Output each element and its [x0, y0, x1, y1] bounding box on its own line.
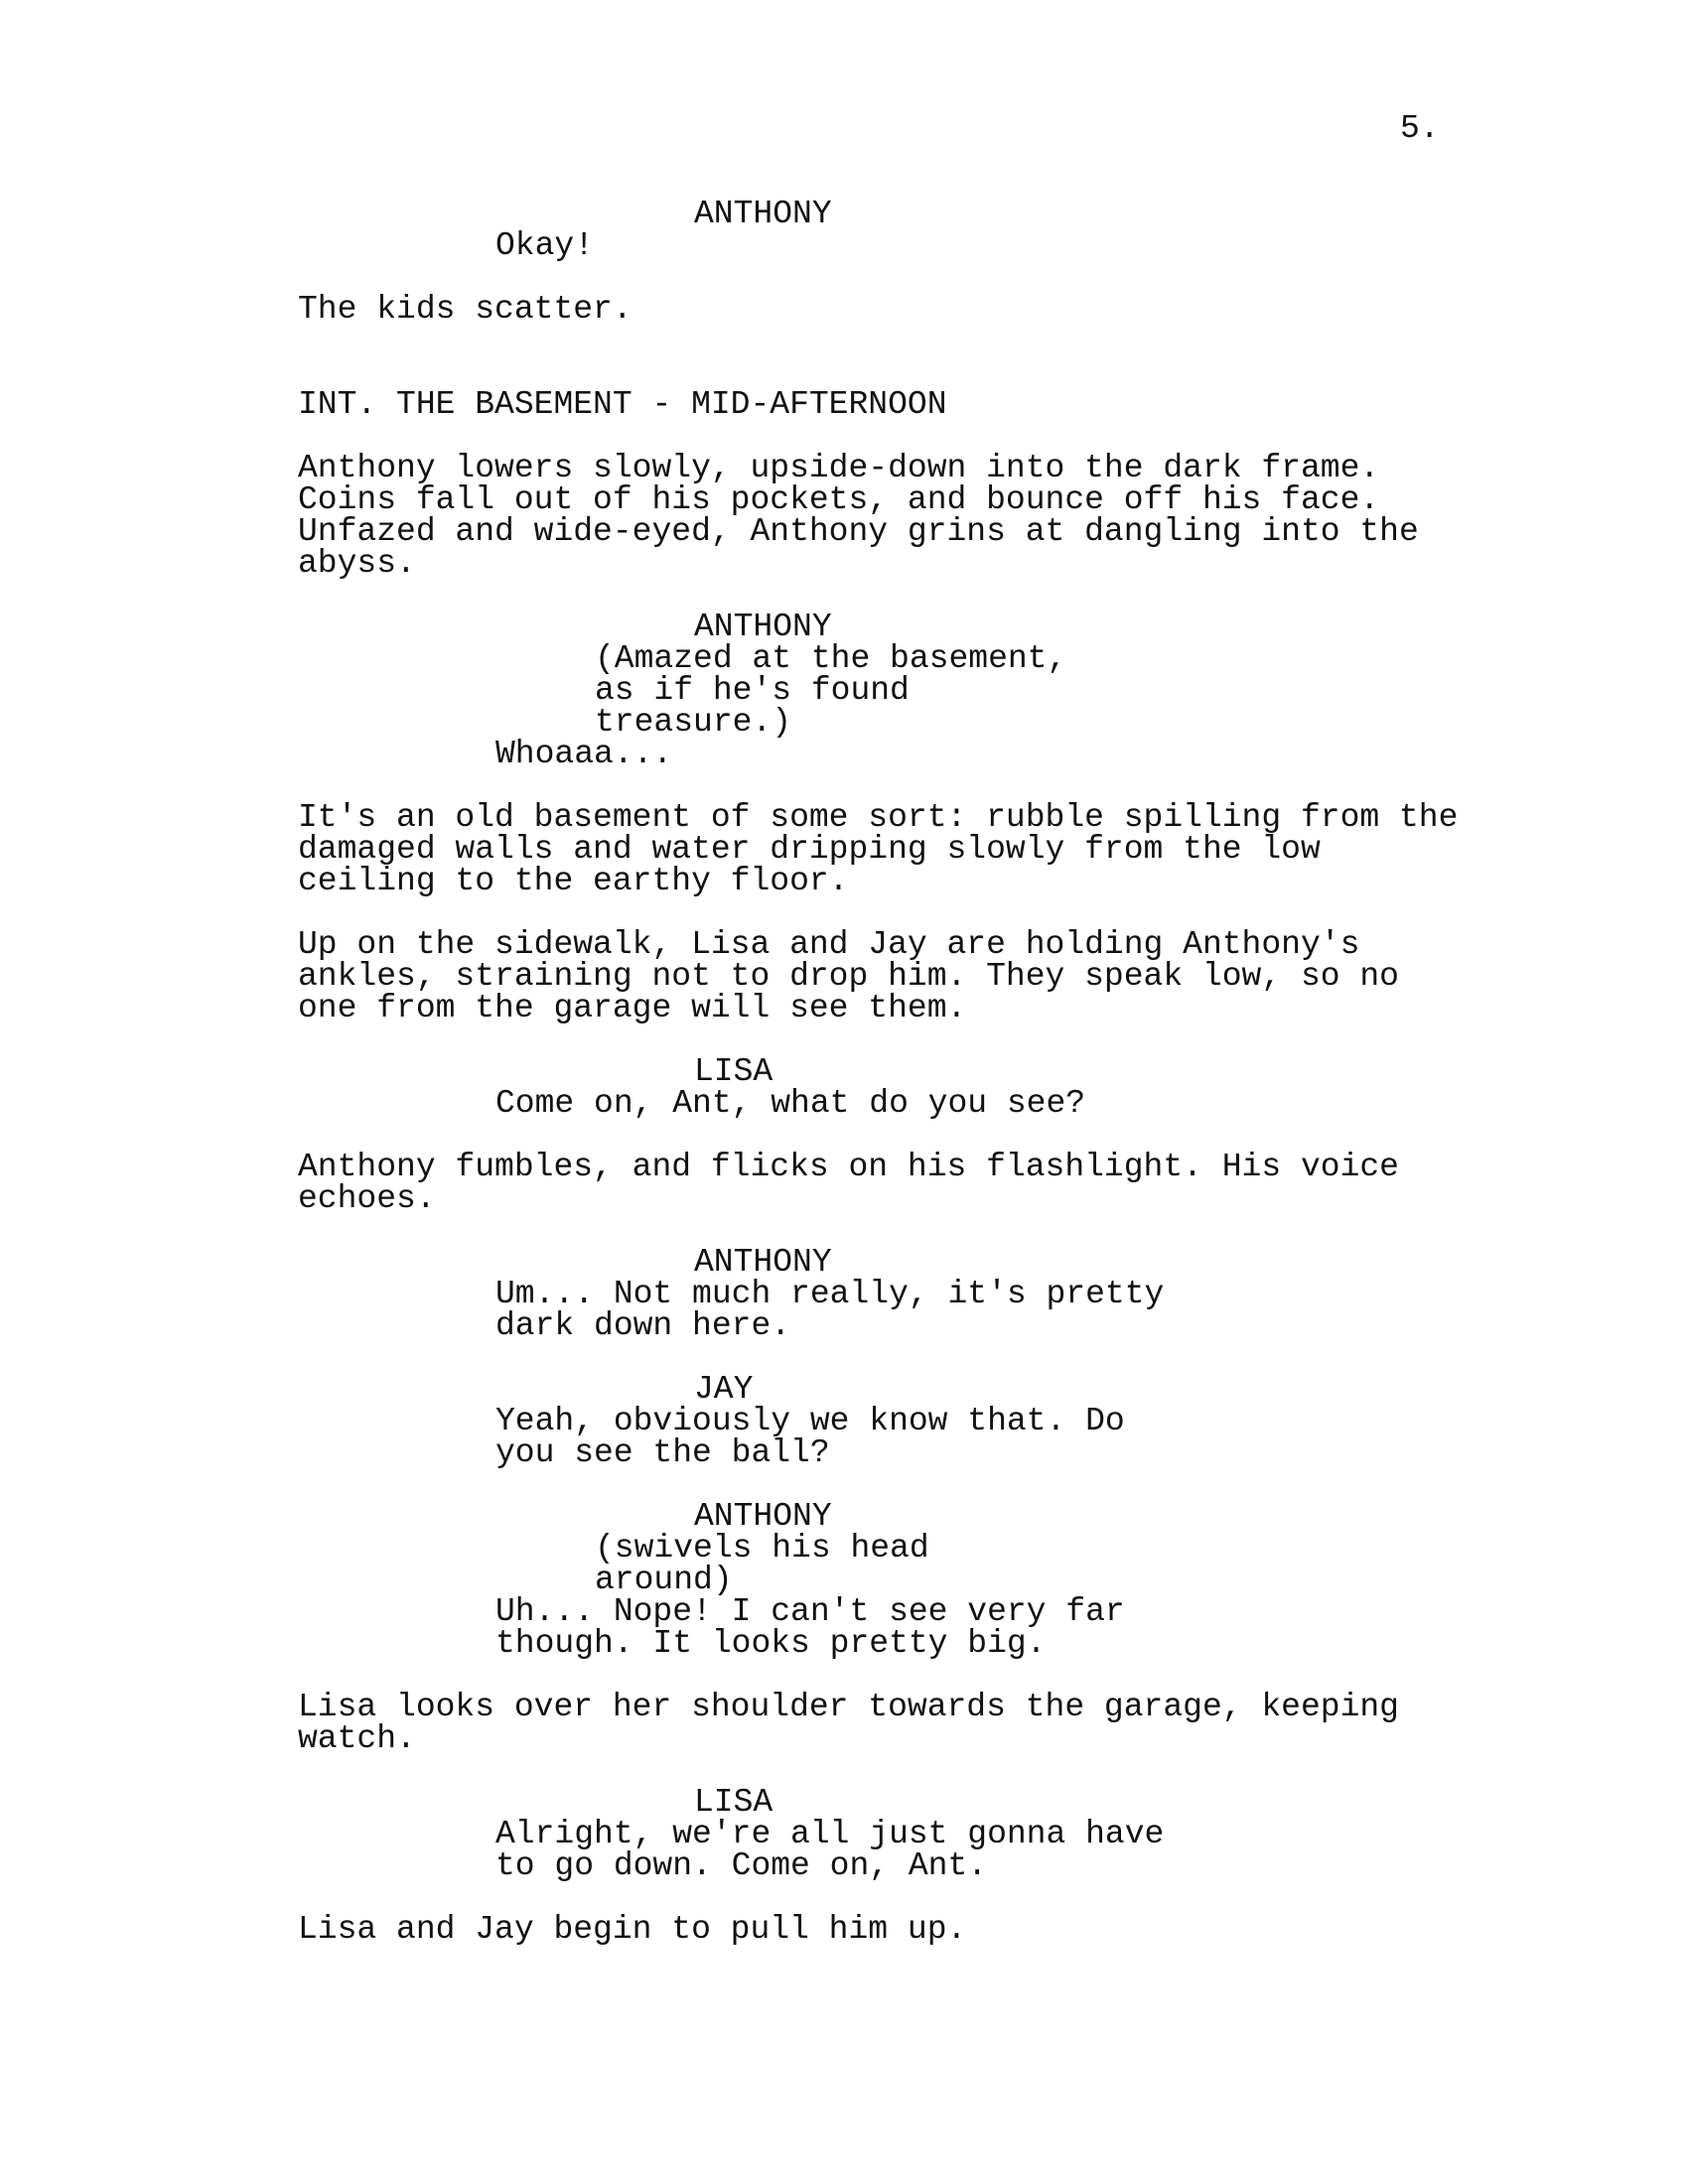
dialogue-line: Come on, Ant, what do you see?	[495, 1085, 1086, 1122]
action-line: It's an old basement of some sort: rubble spilling from the	[298, 799, 1459, 836]
dialogue-line: Um... Not much really, it's pretty	[495, 1276, 1165, 1312]
action-line: abyss.	[298, 545, 416, 582]
character-cue: LISA	[694, 1784, 774, 1821]
dialogue-line: to go down. Come on, Ant.	[495, 1847, 988, 1884]
dialogue-line: though. It looks pretty big.	[495, 1625, 1047, 1662]
dialogue-line: Uh... Nope! I can't see very far	[495, 1593, 1125, 1630]
action-line: Up on the sidewalk, Lisa and Jay are holding Anthony's	[298, 926, 1360, 963]
action-line: damaged walls and water dripping slowly from the low	[298, 831, 1321, 868]
scene-heading: INT. THE BASEMENT - MID-AFTERNOON	[298, 386, 947, 423]
action-line: ankles, straining not to drop him. They speak low, so no	[298, 958, 1399, 995]
character-cue: JAY	[694, 1371, 754, 1408]
character-cue: ANTHONY	[694, 1498, 832, 1535]
parenthetical-line: as if he's found	[595, 672, 910, 709]
dialogue-line: Whoaaa...	[495, 736, 673, 772]
parenthetical-line: (swivels his head	[595, 1530, 929, 1567]
action-line: ceiling to the earthy floor.	[298, 863, 849, 899]
parenthetical-line: around)	[595, 1562, 733, 1598]
action-line: one from the garage will see them.	[298, 990, 967, 1026]
dialogue-line: dark down here.	[495, 1307, 791, 1344]
action-line: The kids scatter.	[298, 291, 633, 328]
action-line: echoes.	[298, 1180, 436, 1217]
action-line: Lisa and Jay begin to pull him up.	[298, 1911, 967, 1948]
action-line: Anthony lowers slowly, upside-down into the dark frame.	[298, 450, 1380, 486]
character-cue: ANTHONY	[694, 196, 832, 232]
parenthetical-line: (Amazed at the basement,	[595, 640, 1067, 677]
action-line: Unfazed and wide-eyed, Anthony grins at dangling into the	[298, 513, 1419, 550]
parenthetical-line: treasure.)	[595, 704, 792, 741]
character-cue: ANTHONY	[694, 1244, 832, 1281]
action-line: Lisa looks over her shoulder towards the garage, keeping	[298, 1689, 1399, 1725]
dialogue-line: you see the ball?	[495, 1434, 830, 1471]
page-number: 5.	[1400, 110, 1440, 147]
action-line: watch.	[298, 1720, 416, 1757]
dialogue-line: Okay!	[495, 227, 595, 264]
character-cue: LISA	[694, 1053, 774, 1090]
character-cue: ANTHONY	[694, 609, 832, 645]
action-line: Anthony fumbles, and flicks on his flashlight. His voice	[298, 1149, 1399, 1185]
dialogue-line: Yeah, obviously we know that. Do	[495, 1403, 1125, 1439]
action-line: Coins fall out of his pockets, and bounce off his face.	[298, 481, 1380, 518]
dialogue-line: Alright, we're all just gonna have	[495, 1816, 1165, 1852]
